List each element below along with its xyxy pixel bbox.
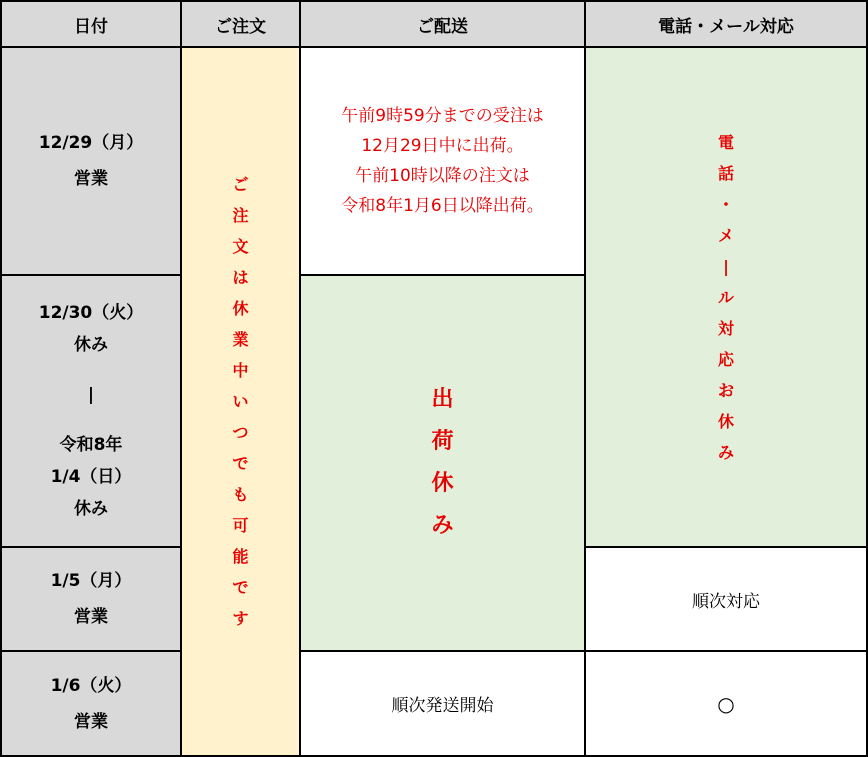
order-notice-char: 休 xyxy=(232,299,249,318)
order-notice-char: 文 xyxy=(232,237,249,256)
delivery-restart-text: 順次発送開始 xyxy=(391,696,494,716)
date-label: 12/30（火） xyxy=(38,303,144,323)
order-notice-char: い xyxy=(232,392,249,411)
order-notice-char: で xyxy=(232,578,249,597)
delivery-cell-dec29 xyxy=(301,48,584,274)
date-label: 12/29（月） xyxy=(38,133,144,153)
era-year-label: 令和8年 xyxy=(59,435,123,455)
delivery-note-line: 午前10時以降の注文は xyxy=(355,166,530,186)
order-notice-char: す xyxy=(232,609,249,628)
header-contact: 電話・メール対応 xyxy=(586,2,866,46)
contact-holiday-char: メ xyxy=(717,225,734,245)
date-cell-dec29 xyxy=(2,48,180,274)
delivery-note-line: 午前9時59分までの受注は xyxy=(341,106,544,126)
order-notice-char: 可 xyxy=(232,516,249,535)
date-cell-dec30-jan4 xyxy=(2,276,180,546)
date-label: 1/4（日） xyxy=(50,467,132,487)
shipping-holiday-char: 休 xyxy=(431,471,454,496)
header-order: ご注文 xyxy=(182,2,299,46)
status-label: 営業 xyxy=(74,711,108,732)
delivery-note-line: 12月29日中に出荷。 xyxy=(361,136,524,156)
shipping-holiday-char: 出 xyxy=(431,387,454,412)
shipping-holiday-char: み xyxy=(431,513,454,538)
delivery-note-line: 令和8年1月6日以降出荷。 xyxy=(341,196,544,216)
order-notice-char: も xyxy=(232,485,249,504)
order-notice-char: 能 xyxy=(232,547,249,566)
contact-holiday-char: 休 xyxy=(717,411,734,431)
header-delivery: ご配送 xyxy=(301,2,584,46)
contact-holiday-char: ル xyxy=(717,287,734,307)
order-notice-char: ご xyxy=(232,175,249,194)
order-notice-char: で xyxy=(232,454,249,473)
order-notice-char: 業 xyxy=(232,330,249,349)
date-label: 1/6（火） xyxy=(50,675,132,696)
order-notice-char: 中 xyxy=(232,361,249,380)
contact-holiday-char: お xyxy=(717,380,734,400)
contact-holiday-char: 電 xyxy=(717,132,734,152)
date-cell-jan6 xyxy=(2,652,180,755)
order-notice-char: は xyxy=(232,268,249,287)
status-label: 営業 xyxy=(74,607,108,627)
contact-holiday-char: み xyxy=(717,442,734,462)
available-mark: ○ xyxy=(717,691,735,716)
date-label: 1/5（月） xyxy=(50,571,132,591)
contact-holiday-char: 応 xyxy=(717,349,734,369)
contact-holiday-char: | xyxy=(723,256,729,276)
contact-resume-text: 順次対応 xyxy=(692,591,760,612)
delivery-cell-jan6 xyxy=(301,652,584,755)
shipping-holiday-char: 荷 xyxy=(431,429,454,454)
contact-cell-jan6 xyxy=(586,652,866,755)
order-notice-char: 注 xyxy=(232,206,249,225)
contact-holiday-char: ・ xyxy=(717,194,734,214)
contact-cell-holiday xyxy=(586,48,866,546)
contact-holiday-vertical xyxy=(718,127,734,468)
range-separator: | xyxy=(87,385,95,405)
contact-holiday-char: 話 xyxy=(717,163,734,183)
date-cell-jan5 xyxy=(2,548,180,650)
header-date: 日付 xyxy=(2,2,180,46)
status-label: 休み xyxy=(74,499,108,519)
contact-cell-jan5 xyxy=(586,548,866,650)
status-label: 営業 xyxy=(74,169,108,189)
order-notice-vertical xyxy=(232,169,248,634)
delivery-cutoff-note xyxy=(341,101,543,221)
status-label: 休み xyxy=(74,335,108,355)
shipping-holiday-vertical xyxy=(431,379,453,547)
delivery-cell-holiday xyxy=(301,276,584,650)
contact-holiday-char: 対 xyxy=(717,318,734,338)
order-cell xyxy=(182,48,299,755)
order-notice-char: つ xyxy=(232,423,249,442)
